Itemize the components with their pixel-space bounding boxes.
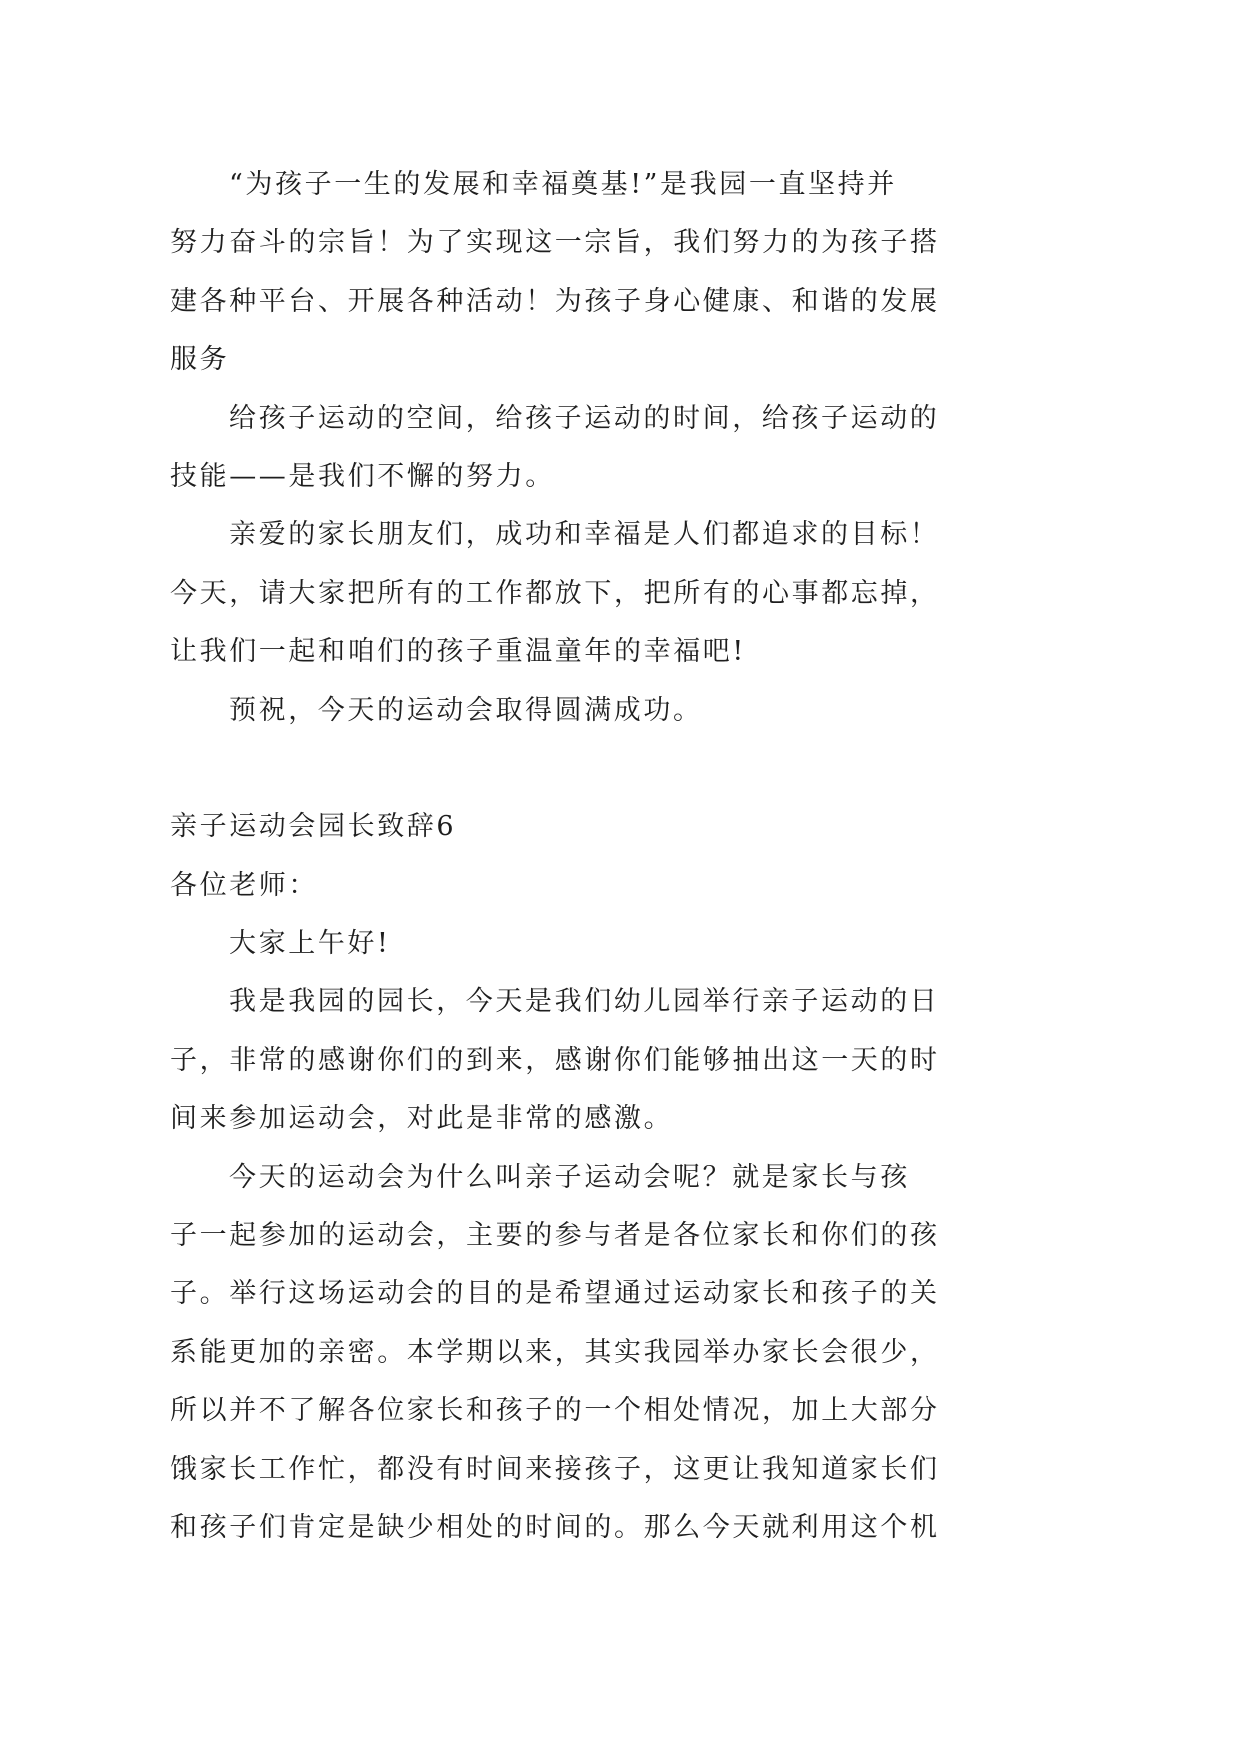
text-line: 努力奋斗的宗旨！为了实现这一宗旨，我们努力的为孩子搭 bbox=[170, 227, 940, 259]
text-line: 让我们一起和咱们的孩子重温童年的幸福吧! bbox=[170, 636, 746, 668]
paragraph bbox=[170, 506, 970, 681]
blank-line bbox=[170, 740, 970, 798]
text-line: 子一起参加的运动会，主要的参与者是各位家长和你们的孩 bbox=[170, 1220, 940, 1252]
text-line: 子。举行这场运动会的目的是希望通过运动家长和孩子的关 bbox=[170, 1278, 940, 1310]
text-line: 今天的运动会为什么叫亲子运动会呢？就是家长与孩 bbox=[229, 1161, 910, 1193]
paragraph bbox=[170, 973, 970, 1148]
text-line: 所以并不了解各位家长和孩子的一个相处情况，加上大部分 bbox=[170, 1395, 940, 1427]
paragraph bbox=[170, 682, 970, 740]
text-line: “为孩子一生的发展和幸福奠基!”是我园一直坚持并 bbox=[229, 169, 897, 200]
text-line: 服务 bbox=[170, 344, 230, 376]
document-body bbox=[170, 156, 970, 1557]
salutation: 各位老师： bbox=[170, 869, 318, 901]
text-line: 大家上午好! bbox=[229, 928, 391, 960]
section-title: 亲子运动会园长致辞6 bbox=[170, 811, 457, 843]
text-line: 我是我园的园长，今天是我们幼儿园举行亲子运动的日 bbox=[229, 986, 940, 1018]
paragraph bbox=[170, 915, 970, 973]
text-line: 系能更加的亲密。本学期以来，其实我园举办家长会很少， bbox=[170, 1336, 940, 1368]
text-line: 建各种平台、开展各种活动！为孩子身心健康、和谐的发展 bbox=[170, 285, 940, 317]
text-line: 今天，请大家把所有的工作都放下，把所有的心事都忘掉， bbox=[170, 577, 940, 609]
text-line: 亲爱的家长朋友们，成功和幸福是人们都追求的目标！ bbox=[229, 519, 940, 551]
text-line: 子，非常的感谢你们的到来，感谢你们能够抽出这一天的时 bbox=[170, 1044, 940, 1076]
text-line: 和孩子们肯定是缺少相处的时间的。那么今天就利用这个机 bbox=[170, 1511, 940, 1543]
text-line: 间来参加运动会，对此是非常的感激。 bbox=[170, 1103, 674, 1135]
text-line: 技能——是我们不懈的努力。 bbox=[170, 460, 555, 492]
paragraph bbox=[170, 1149, 970, 1558]
text-line: 饿家长工作忙，都没有时间来接孩子，这更让我知道家长们 bbox=[170, 1453, 940, 1485]
paragraph bbox=[170, 390, 970, 507]
text-line: 预祝，今天的运动会取得圆满成功。 bbox=[229, 694, 703, 726]
paragraph bbox=[170, 156, 970, 390]
text-line: 给孩子运动的空间，给孩子运动的时间，给孩子运动的 bbox=[229, 402, 940, 434]
